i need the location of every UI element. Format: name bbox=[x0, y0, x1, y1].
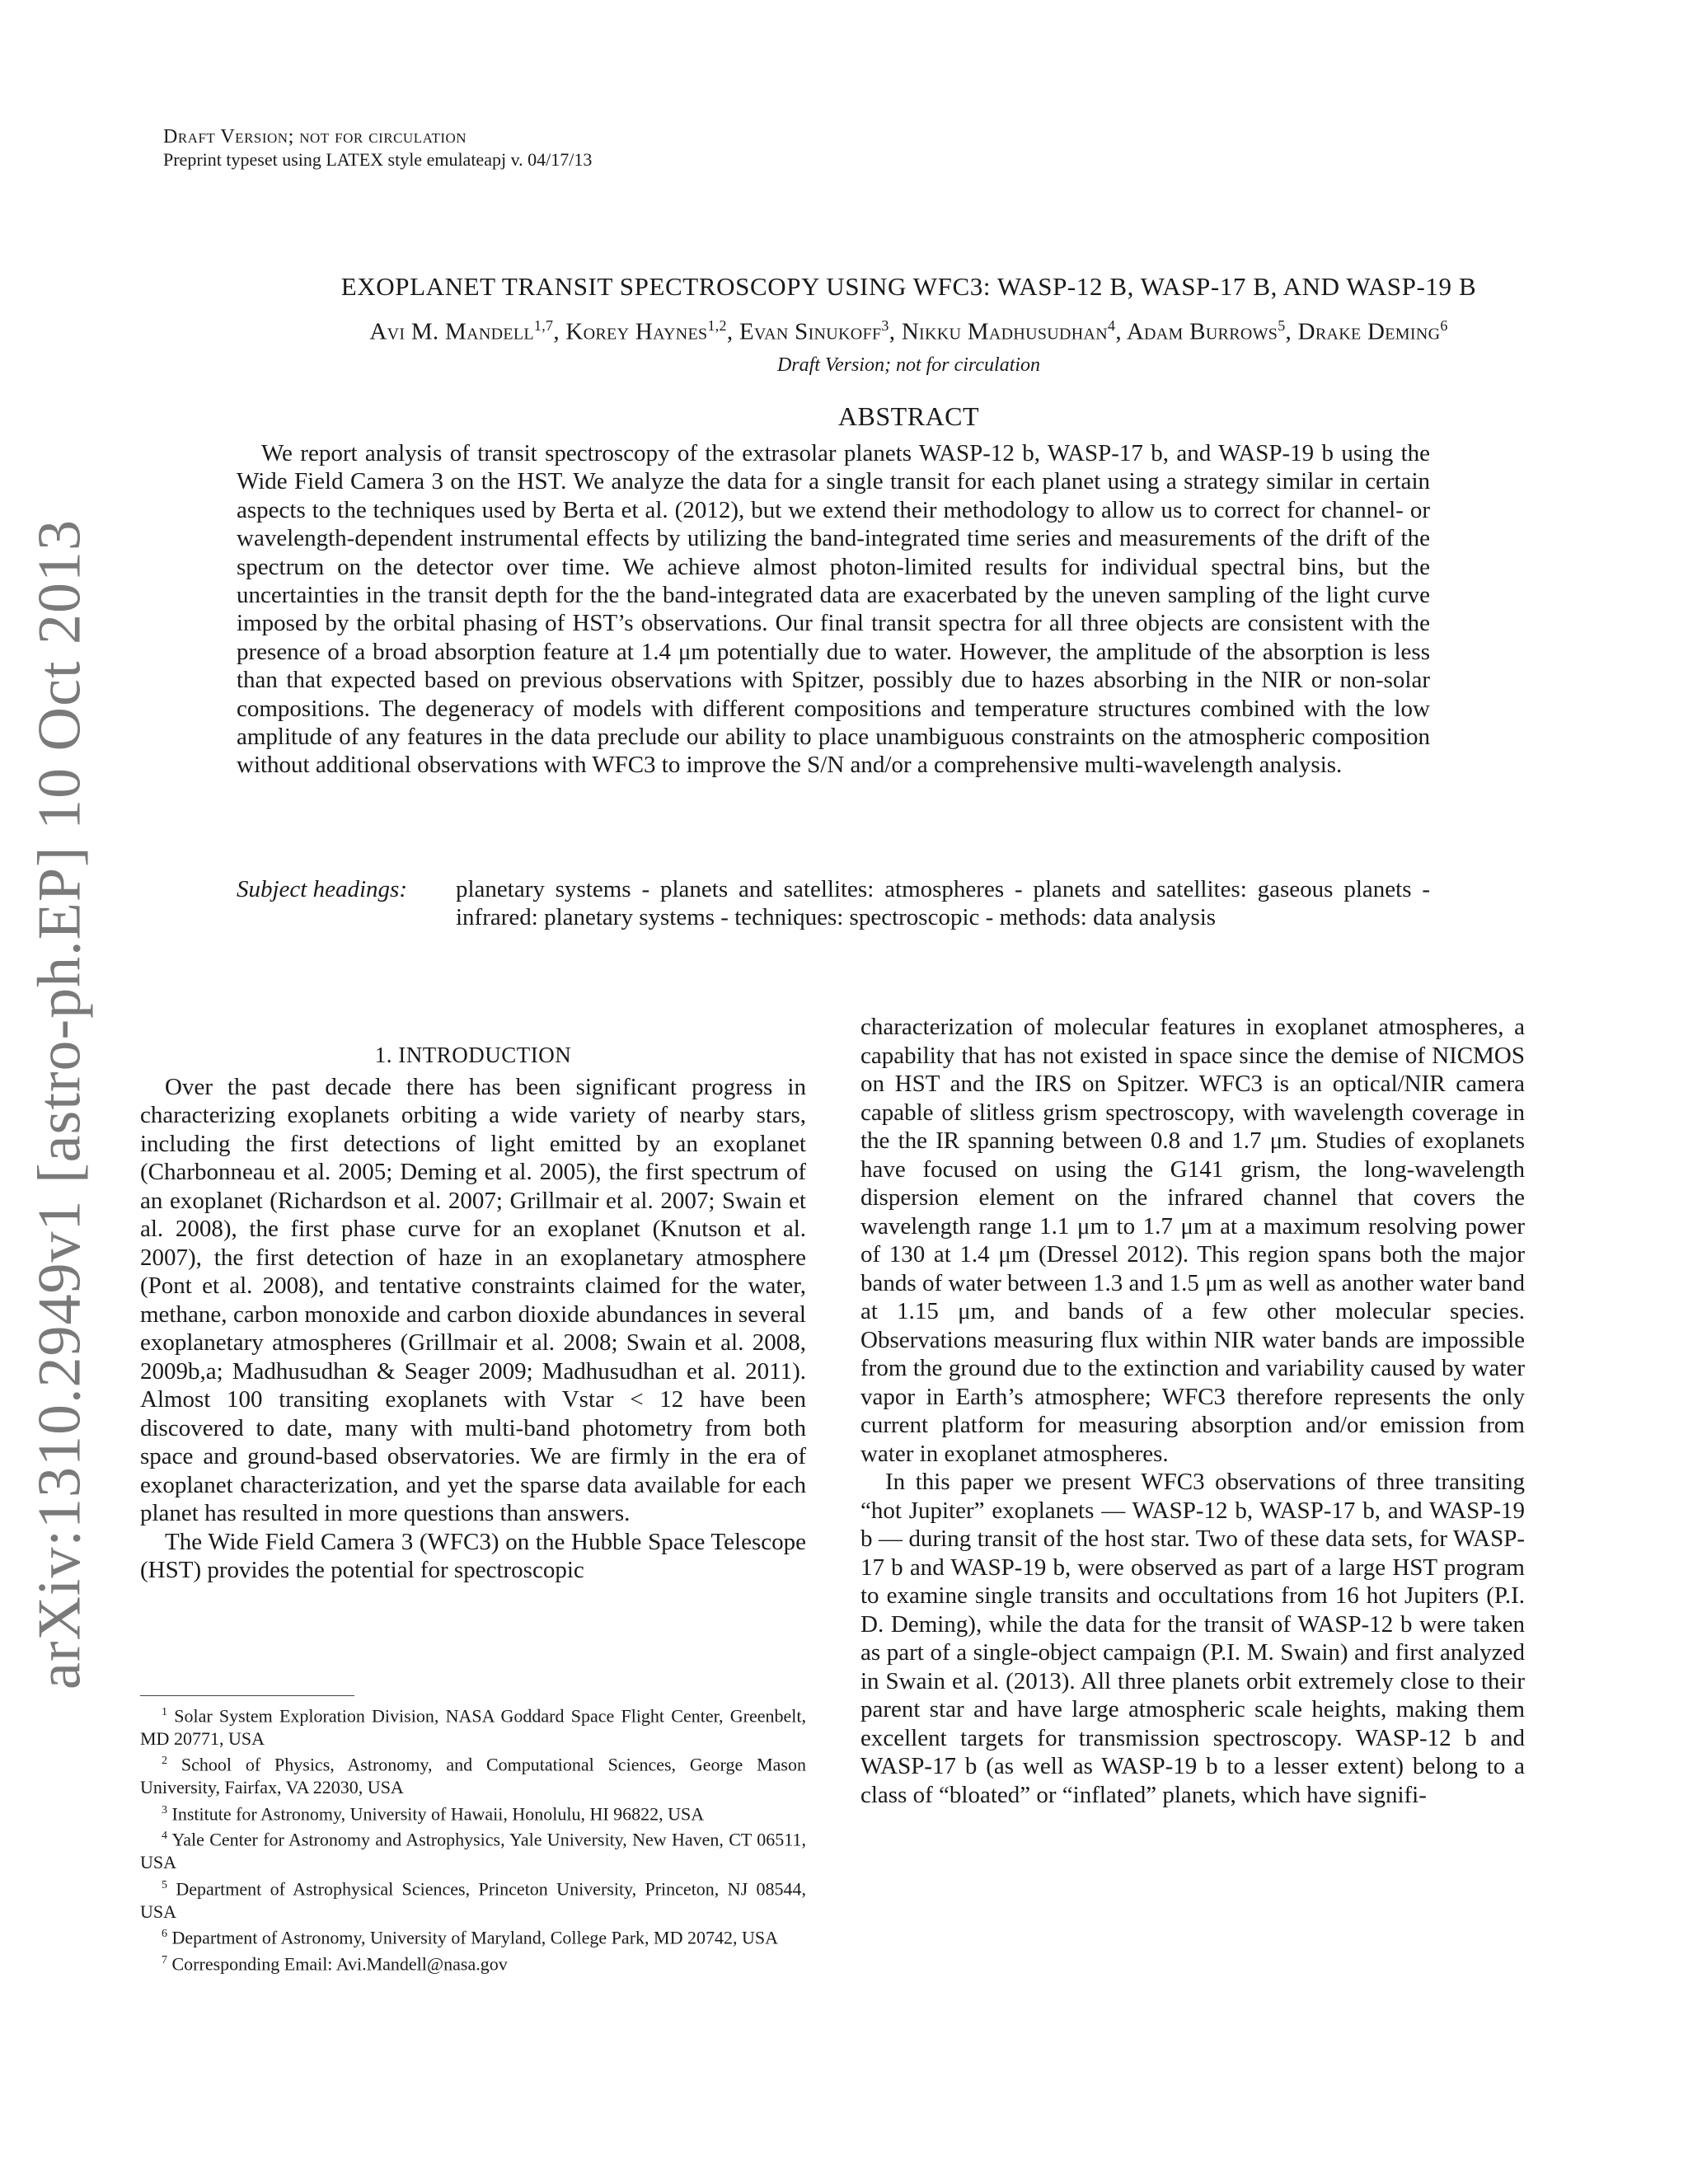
footnote: $^6$ Department of Astronomy, University of Maryland, College Park, MD 20742, USA bbox=[162, 1927, 778, 1948]
author-affiliation: 3 bbox=[881, 317, 889, 334]
author-affiliation: 1,2 bbox=[707, 317, 727, 334]
paragraph: Over the past decade there has been significant progress in characterizing exoplanets orbiting a wide variety of nearby stars, including the first detections of light emitted by an exoplanet (Charbonneau et al. 2005; Deming et al. 2005), the first spectrum of an exoplanet (Richardson et al. 2007; Grillmair et al. 2007; Swain et al. 2008), the first phase curve for an exoplanet (Knutson et al. 2007), the first detection of haze in an exoplanetary atmosphere (Pont et al. 2008), and tentative constraints claimed for the water, methane, carbon monoxide and carbon dioxide abundances in several exoplanetary atmospheres (Grillmair et al. 2008; Swain et al. 2008, 2009b,a; Madhusudhan & Seager 2009; Madhusudhan et al. 2011). Almost 100 transiting exoplanets with Vstar < 12 have been discovered to date, many with multi-band photometry from both space and ground-based observatories. We are firmly in the era of exoplanet characterization, and yet the sparse data available for each planet has resulted in more questions than answers. bbox=[140, 1073, 806, 1526]
left-column bbox=[140, 1041, 806, 1585]
right-column bbox=[860, 1013, 1525, 1809]
author-name: Evan Sinukoff bbox=[738, 318, 882, 345]
footnote: $^7$ Corresponding Email: Avi.Mandell@nasa.gov bbox=[162, 1953, 508, 1975]
draft-header bbox=[163, 125, 592, 171]
footnote: $^1$ Solar System Exploration Division, NASA Goddard Space Flight Center, Greenbelt, MD 20771, USA bbox=[140, 1705, 807, 1749]
footnote-rule bbox=[140, 1695, 354, 1696]
author-affiliation: 6 bbox=[1440, 317, 1448, 334]
author-affiliation: 5 bbox=[1278, 317, 1286, 334]
author-name: Nikku Madhusudhan bbox=[901, 318, 1108, 345]
footnote: $^3$ Institute for Astronomy, University of Hawaii, Honolulu, HI 96822, USA bbox=[162, 1802, 705, 1824]
paper-title: EXOPLANET TRANSIT SPECTROSCOPY USING WFC3: WASP-12 B, WASP-17 B, AND WASP-19 B bbox=[340, 272, 1477, 301]
author-affiliation: 1,7 bbox=[533, 317, 554, 334]
footnotes bbox=[140, 1695, 806, 1975]
paragraph: The Wide Field Camera 3 (WFC3) on the Hubble Space Telescope (HST) provides the potential for spectroscopic bbox=[140, 1528, 806, 1583]
arxiv-identifier: arXiv:1310.2949v1 [astro-ph.EP] 10 Oct 2013 bbox=[26, 518, 94, 1690]
abstract-text: We report analysis of transit spectroscopy of the extrasolar planets WASP-12 b, WASP-17 b, and WASP-19 b using the Wide Field Camera 3 on the HST. We analyze the data for a single transit for each planet using a strategy similar in certain aspects to the techniques used by Berta et al. (2012), but we extend their methodology to allow us to correct for channel- or wavelength-dependent instrumental effects by utilizing the band-integrated time series and measurements of the drift of the spectrum on the detector over time. We achieve almost photon-limited results for individual spectral bins, but the uncertainties in the transit depth for the the band-integrated data are exacerbated by the uneven sampling of the light curve imposed by the orbital phasing of HST’s observations. Our final transit spectra for all three objects are consistent with the presence of a broad absorption feature at 1.4 μm potentially due to water. However, the amplitude of the absorption is less than that expected based on previous observations with Spitzer, possibly due to hazes absorbing in the NIR or non-solar compositions. The degeneracy of models with different compositions and temperature structures combined with the low amplitude of any features in the data preclude our ability to place unambiguous constraints on the atmospheric composition without additional observations with WFC3 to improve the S/N and/or a comprehensive multi-wavelength analysis. bbox=[237, 440, 1430, 779]
footnote: $^2$ School of Physics, Astronomy, and Computational Sciences, George Mason University, Fairfax, VA 22030, USA bbox=[140, 1754, 806, 1798]
draft-subtitle: Draft Version; not for circulation bbox=[776, 354, 1041, 376]
abstract-heading: ABSTRACT bbox=[837, 401, 980, 431]
author-name: Avi M. Mandell bbox=[369, 318, 534, 345]
subject-text: planetary systems - planets and satellites: atmospheres - planets and satellites: gaseous planets - infrared: planetary systems - techniques: spectroscopic - methods: data analysis bbox=[456, 876, 1430, 930]
author-name: Adam Burrows bbox=[1126, 318, 1278, 345]
subject-headings bbox=[237, 875, 1430, 931]
section-heading: 1. INTRODUCTION bbox=[374, 1043, 572, 1067]
author-name: Drake Deming bbox=[1297, 318, 1441, 345]
author-name: Korey Haynes bbox=[565, 318, 708, 345]
arxiv-sidebar bbox=[15, 518, 106, 1690]
author-affiliation: 4 bbox=[1108, 317, 1116, 334]
draft-line: Draft Version; not for circulation bbox=[163, 126, 467, 148]
footnote: $^5$ Department of Astrophysical Sciences, Princeton University, Princeton, NJ 08544, USA bbox=[140, 1878, 807, 1922]
subject-label: Subject headings: bbox=[237, 876, 407, 902]
preprint-line: Preprint typeset using LATEX style emulateapj v. 04/17/13 bbox=[163, 149, 593, 170]
paragraph: characterization of molecular features in exoplanet atmospheres, a capability that has not existed in space since the demise of NICMOS on HST and the IRS on Spitzer. WFC3 is an optical/NIR camera capable of slitless grism spectroscopy, with wavelength coverage in the the IR spanning between 0.8 and 1.7 μm. Studies of exoplanets have focused on using the G141 grism, the long-wavelength dispersion element on the infrared channel that covers the wavelength range 1.1 μm to 1.7 μm at a maximum resolving power of 130 at 1.4 μm (Dressel 2012). This region spans both the major bands of water between 1.3 and 1.5 μm as well as another water band at 1.15 μm, and bands of a few other molecular species. Observations measuring flux within NIR water bands are impossible from the ground due to the extinction and variability caused by water vapor in Earth’s atmosphere; WFC3 therefore represents the only current platform for measuring absorption and/or emission from water in exoplanet atmospheres. bbox=[860, 1014, 1525, 1467]
footnote: $^4$ Yale Center for Astronomy and Astrophysics, Yale University, New Haven, CT 06511, USA bbox=[140, 1829, 806, 1873]
author-list: Avi M. Mandell$^{1,7}$, Korey Haynes$^{1,2}$, Evan Sinukoff$^3$, Nikku Madhusudhan$^4$, Adam Burrows$^5$, Drake Deming$^6$ bbox=[369, 317, 1448, 345]
paragraph: In this paper we present WFC3 observations of three transiting “hot Jupiter” exoplanets — WASP-12 b, WASP-17 b, and WASP-19 b — during transit of the host star. Two of these data sets, for WASP-17 b and WASP-19 b, were observed as part of a large HST program to examine single transits and occultations from 16 hot Jupiters (P.I. D. Deming), while the data for the transit of WASP-12 b were taken as part of a single-object campaign (P.I. M. Swain) and first analyzed in Swain et al. (2013). All three planets orbit extremely close to their parent star and have large atmospheric scale heights, making them excellent targets for transmission spectroscopy. WASP-12 b and WASP-17 b (as well as WASP-19 b to a lesser extent) belong to a class of “bloated” or “inflated” planets, which have signifi- bbox=[860, 1469, 1525, 1808]
